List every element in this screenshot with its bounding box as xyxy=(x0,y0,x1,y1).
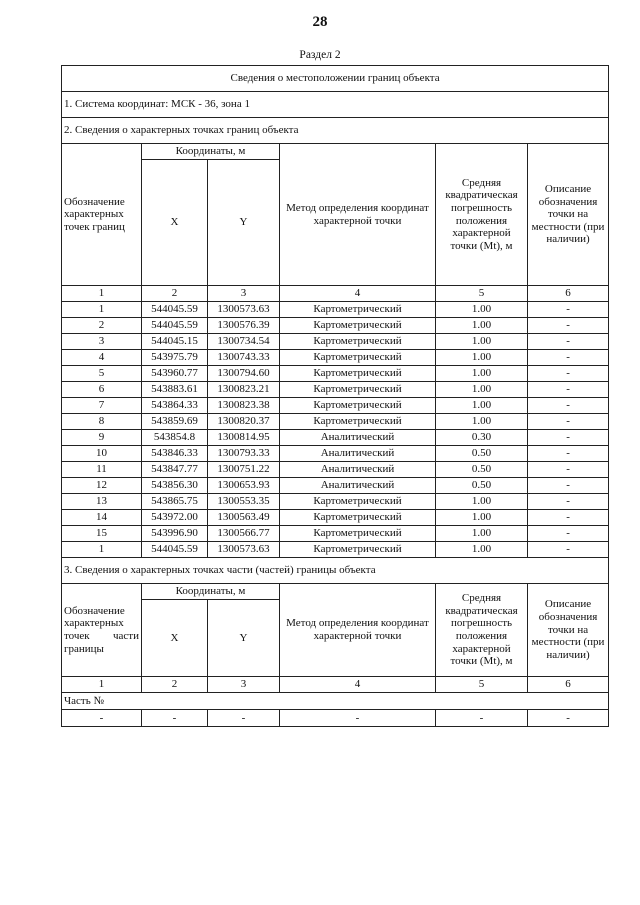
cell-error: 1.00 xyxy=(436,350,528,366)
column-number: 3 xyxy=(208,677,280,693)
cell-y: 1300814.95 xyxy=(208,430,280,446)
header-designation: Обозначение характерных точек границ xyxy=(62,144,142,286)
table-row xyxy=(62,430,609,446)
cell-description: - xyxy=(528,494,609,510)
cell-y: 1300743.33 xyxy=(208,350,280,366)
cell-method: Картометрический xyxy=(280,398,436,414)
table-row xyxy=(62,542,609,558)
cell-x: 544045.59 xyxy=(142,302,208,318)
cell-error: 0.50 xyxy=(436,478,528,494)
cell-x: 543846.33 xyxy=(142,446,208,462)
cell-x: 543864.33 xyxy=(142,398,208,414)
cell-point: 4 xyxy=(62,350,142,366)
header2-error: Средняя квадратическая погрешность положения характерной точки (Mt), м xyxy=(436,584,528,677)
table-row xyxy=(62,366,609,382)
column-number: 2 xyxy=(142,286,208,302)
cell-method: Картометрический xyxy=(280,542,436,558)
header2-designation: Обозначение характерных точек части границы xyxy=(62,584,142,677)
boundary-table xyxy=(61,65,609,727)
part-data-row xyxy=(62,710,609,727)
cell-point: 6 xyxy=(62,382,142,398)
cell-y: 1300794.60 xyxy=(208,366,280,382)
cell-point: 12 xyxy=(62,478,142,494)
cell-error: 1.00 xyxy=(436,334,528,350)
cell-x: 543854.8 xyxy=(142,430,208,446)
table-row xyxy=(62,382,609,398)
cell-description: - xyxy=(528,350,609,366)
cell-point: 5 xyxy=(62,366,142,382)
cell-x: 543883.61 xyxy=(142,382,208,398)
points-heading: 2. Сведения о характерных точках границ объекта xyxy=(62,118,609,144)
cell-point: 3 xyxy=(62,334,142,350)
cell-error: 1.00 xyxy=(436,510,528,526)
column-number: 1 xyxy=(62,677,142,693)
header-method: Метод определения координат характерной точки xyxy=(280,144,436,286)
column-number: 1 xyxy=(62,286,142,302)
cell-error: 1.00 xyxy=(436,366,528,382)
cell-description: - xyxy=(528,334,609,350)
cell-method: Аналитический xyxy=(280,446,436,462)
cell-y: 1300820.37 xyxy=(208,414,280,430)
table-row xyxy=(62,494,609,510)
header-error: Средняя квадратическая погрешность положения характерной точки (Mt), м xyxy=(436,144,528,286)
header-coordinates: Координаты, м xyxy=(142,144,280,160)
cell-y: 1300576.39 xyxy=(208,318,280,334)
cell-point: 8 xyxy=(62,414,142,430)
cell-x: 544045.15 xyxy=(142,334,208,350)
header-description: Описание обозначения точки на местности (при наличии) xyxy=(528,144,609,286)
parts-heading-row xyxy=(62,558,609,584)
coord-system: 1. Система координат: МСК - 36, зона 1 xyxy=(62,92,609,118)
column-numbers-row xyxy=(62,286,609,302)
table-title: Сведения о местоположении границ объекта xyxy=(62,66,609,92)
cell-description: - xyxy=(528,526,609,542)
part-cell: - xyxy=(142,710,208,727)
table-row xyxy=(62,414,609,430)
cell-description: - xyxy=(528,462,609,478)
parts-heading: 3. Сведения о характерных точках части (частей) границы объекта xyxy=(62,558,609,584)
cell-x: 544045.59 xyxy=(142,318,208,334)
cell-point: 14 xyxy=(62,510,142,526)
cell-x: 543996.90 xyxy=(142,526,208,542)
cell-point: 1 xyxy=(62,302,142,318)
cell-y: 1300566.77 xyxy=(208,526,280,542)
cell-method: Аналитический xyxy=(280,430,436,446)
cell-error: 1.00 xyxy=(436,542,528,558)
cell-description: - xyxy=(528,414,609,430)
cell-y: 1300734.54 xyxy=(208,334,280,350)
cell-x: 543972.00 xyxy=(142,510,208,526)
cell-description: - xyxy=(528,398,609,414)
cell-error: 0.50 xyxy=(436,446,528,462)
cell-method: Картометрический xyxy=(280,382,436,398)
cell-point: 11 xyxy=(62,462,142,478)
table-row xyxy=(62,302,609,318)
part-label: Часть № xyxy=(62,693,609,710)
cell-description: - xyxy=(528,430,609,446)
table-row xyxy=(62,478,609,494)
cell-x: 543975.79 xyxy=(142,350,208,366)
cell-description: - xyxy=(528,318,609,334)
header-row-top xyxy=(62,144,609,160)
column-number: 6 xyxy=(528,677,609,693)
column-number: 4 xyxy=(280,677,436,693)
part-cell: - xyxy=(528,710,609,727)
part-label-row xyxy=(62,693,609,710)
cell-y: 1300553.35 xyxy=(208,494,280,510)
cell-y: 1300653.93 xyxy=(208,478,280,494)
cell-error: 1.00 xyxy=(436,526,528,542)
cell-x: 543847.77 xyxy=(142,462,208,478)
cell-y: 1300573.63 xyxy=(208,302,280,318)
column-number: 6 xyxy=(528,286,609,302)
cell-y: 1300793.33 xyxy=(208,446,280,462)
cell-y: 1300751.22 xyxy=(208,462,280,478)
section-label: Раздел 2 xyxy=(299,49,341,61)
header2-x: X xyxy=(142,600,208,677)
cell-method: Картометрический xyxy=(280,510,436,526)
part-cell: - xyxy=(436,710,528,727)
cell-error: 1.00 xyxy=(436,398,528,414)
cell-point: 1 xyxy=(62,542,142,558)
cell-method: Аналитический xyxy=(280,478,436,494)
cell-point: 10 xyxy=(62,446,142,462)
cell-method: Картометрический xyxy=(280,350,436,366)
coord-system-row xyxy=(62,92,609,118)
cell-error: 1.00 xyxy=(436,318,528,334)
part-cell: - xyxy=(62,710,142,727)
cell-description: - xyxy=(528,382,609,398)
cell-description: - xyxy=(528,478,609,494)
cell-description: - xyxy=(528,366,609,382)
cell-method: Картометрический xyxy=(280,366,436,382)
table-row xyxy=(62,398,609,414)
table-row xyxy=(62,462,609,478)
cell-y: 1300823.21 xyxy=(208,382,280,398)
page-number: 28 xyxy=(312,14,328,30)
table-row xyxy=(62,446,609,462)
cell-method: Картометрический xyxy=(280,334,436,350)
cell-error: 1.00 xyxy=(436,494,528,510)
cell-error: 0.50 xyxy=(436,462,528,478)
header2-coordinates: Координаты, м xyxy=(142,584,280,600)
cell-x: 543856.30 xyxy=(142,478,208,494)
column-number: 5 xyxy=(436,677,528,693)
cell-error: 1.00 xyxy=(436,302,528,318)
cell-description: - xyxy=(528,302,609,318)
column-number: 2 xyxy=(142,677,208,693)
cell-x: 543859.69 xyxy=(142,414,208,430)
cell-y: 1300563.49 xyxy=(208,510,280,526)
part-cell: - xyxy=(208,710,280,727)
table-row xyxy=(62,350,609,366)
header2-row-top xyxy=(62,584,609,600)
header2-description: Описание обозначения точки на местности (при наличии) xyxy=(528,584,609,677)
cell-method: Картометрический xyxy=(280,414,436,430)
cell-y: 1300573.63 xyxy=(208,542,280,558)
table-row xyxy=(62,510,609,526)
table-row xyxy=(62,334,609,350)
part-cell: - xyxy=(280,710,436,727)
header2-method: Метод определения координат характерной точки xyxy=(280,584,436,677)
cell-method: Картометрический xyxy=(280,526,436,542)
column-number: 3 xyxy=(208,286,280,302)
cell-x: 543960.77 xyxy=(142,366,208,382)
cell-point: 9 xyxy=(62,430,142,446)
cell-method: Картометрический xyxy=(280,302,436,318)
column-numbers2-row xyxy=(62,677,609,693)
table-row xyxy=(62,526,609,542)
header-y: Y xyxy=(208,160,280,286)
cell-point: 2 xyxy=(62,318,142,334)
header2-y: Y xyxy=(208,600,280,677)
cell-method: Аналитический xyxy=(280,462,436,478)
title-row xyxy=(62,66,609,92)
cell-method: Картометрический xyxy=(280,494,436,510)
cell-description: - xyxy=(528,446,609,462)
column-number: 4 xyxy=(280,286,436,302)
cell-error: 1.00 xyxy=(436,414,528,430)
cell-method: Картометрический xyxy=(280,318,436,334)
cell-point: 7 xyxy=(62,398,142,414)
header-x: X xyxy=(142,160,208,286)
cell-description: - xyxy=(528,542,609,558)
cell-point: 13 xyxy=(62,494,142,510)
cell-error: 1.00 xyxy=(436,382,528,398)
cell-y: 1300823.38 xyxy=(208,398,280,414)
table-row xyxy=(62,318,609,334)
points-heading-row xyxy=(62,118,609,144)
cell-x: 543865.75 xyxy=(142,494,208,510)
cell-description: - xyxy=(528,510,609,526)
column-number: 5 xyxy=(436,286,528,302)
cell-error: 0.30 xyxy=(436,430,528,446)
cell-point: 15 xyxy=(62,526,142,542)
cell-x: 544045.59 xyxy=(142,542,208,558)
